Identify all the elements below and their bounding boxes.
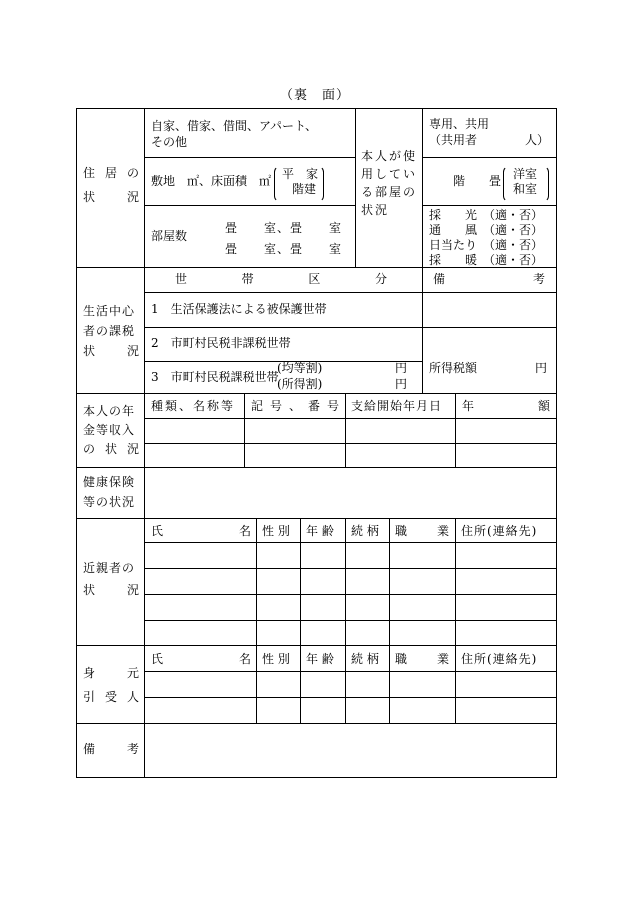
rooms-label: 部屋数 bbox=[151, 229, 188, 243]
area-flat: 平 家 bbox=[282, 167, 319, 181]
page-title: （裏 面） bbox=[279, 88, 350, 103]
divider bbox=[144, 292, 556, 293]
divider bbox=[77, 467, 556, 468]
shared-count: （共用者 人） bbox=[429, 133, 550, 147]
guarantor-age-header: 年 齢 bbox=[306, 652, 334, 666]
guarantor-job-header: 職 業 bbox=[395, 652, 449, 666]
divider bbox=[144, 697, 556, 698]
divider bbox=[422, 109, 423, 267]
yen-unit: 円 bbox=[535, 361, 548, 375]
divider bbox=[77, 645, 556, 646]
income-portion: (所得割) bbox=[277, 377, 323, 391]
equal-portion: (均等割) bbox=[277, 361, 323, 375]
housing-type-other: その他 bbox=[151, 135, 188, 149]
divider bbox=[144, 157, 355, 158]
health-insurance-label: 健康保険 等の状況 bbox=[83, 475, 136, 509]
remarks-header: 備 考 bbox=[433, 272, 545, 286]
rooms-line: 畳 室、畳 室 bbox=[225, 221, 343, 235]
guarantor-label: 身 元 引 受 人 bbox=[83, 666, 139, 704]
divider bbox=[77, 393, 556, 394]
pension-amount-header: 年 額 bbox=[462, 399, 550, 413]
pension-number-header: 記 号 、 番 号 bbox=[251, 399, 339, 413]
rooms-line: 畳 室、畳 室 bbox=[225, 242, 343, 256]
divider bbox=[144, 418, 556, 419]
relative-sex-header: 性 別 bbox=[262, 524, 290, 538]
divider bbox=[345, 393, 346, 467]
household-category-header: 世 帯 区 分 bbox=[175, 272, 387, 286]
divider bbox=[77, 723, 556, 724]
divider bbox=[144, 671, 556, 672]
divider bbox=[422, 205, 556, 206]
remarks-label: 備 考 bbox=[83, 742, 139, 756]
housing-type-text: 自家、借家、借間、アパート、 bbox=[151, 119, 317, 133]
divider bbox=[455, 393, 456, 467]
relatives-label: 近親者の 状 況 bbox=[83, 561, 139, 597]
floor-tatami: 階 畳 bbox=[453, 174, 502, 188]
guarantor-name-header: 氏 名 bbox=[151, 652, 251, 666]
divider bbox=[300, 518, 301, 645]
condition-item: 通 風 （適・否） bbox=[429, 223, 544, 237]
relative-job-header: 職 業 bbox=[395, 524, 449, 538]
divider bbox=[345, 518, 346, 645]
relative-address-header: 住所(連絡先) bbox=[461, 524, 538, 538]
welfare-household: 1 生活保護法による被保護世帯 bbox=[151, 302, 327, 316]
condition-item: 採 光 （適・否） bbox=[429, 208, 544, 222]
divider bbox=[389, 518, 390, 645]
divider bbox=[422, 267, 423, 393]
divider bbox=[144, 443, 556, 444]
tax-label: 生活中心 者の課税 状 況 bbox=[83, 304, 139, 358]
yen-unit: 円 bbox=[395, 361, 408, 375]
shared-use: 専用、共用 bbox=[429, 117, 490, 131]
income-tax-label: 所得税額 bbox=[429, 361, 478, 375]
divider bbox=[455, 645, 456, 723]
divider bbox=[355, 109, 356, 267]
divider bbox=[244, 393, 245, 467]
divider bbox=[144, 542, 556, 543]
divider bbox=[345, 645, 346, 723]
guarantor-sex-header: 性 別 bbox=[262, 652, 290, 666]
guarantor-relation-header: 続 柄 bbox=[351, 652, 379, 666]
nontaxable-household: 2 市町村民税非課税世帯 bbox=[151, 336, 291, 350]
condition-item: 日当たり （適・否） bbox=[429, 238, 544, 252]
divider bbox=[256, 518, 257, 645]
divider bbox=[422, 157, 556, 158]
area-text: 敷地 ㎡、床面積 ㎡ bbox=[151, 174, 272, 188]
room-use-label: 本人が使 用してい る部屋の 状況 bbox=[361, 149, 418, 217]
divider bbox=[77, 518, 556, 519]
divider bbox=[455, 518, 456, 645]
room-japanese: 和室 bbox=[513, 182, 538, 196]
divider bbox=[144, 594, 556, 595]
room-western: 洋室 bbox=[513, 167, 538, 181]
pension-start-header: 支給開始年月日 bbox=[351, 399, 443, 413]
pension-label: 本人の年 金等収入 の 状 況 bbox=[83, 404, 139, 456]
divider bbox=[389, 645, 390, 723]
guarantor-address-header: 住所(連絡先) bbox=[461, 652, 538, 666]
divider bbox=[144, 568, 556, 569]
condition-item: 採 暖 （適・否） bbox=[429, 253, 544, 267]
divider bbox=[144, 327, 556, 328]
divider bbox=[256, 645, 257, 723]
divider bbox=[144, 620, 556, 621]
yen-unit: 円 bbox=[395, 377, 408, 391]
divider bbox=[144, 205, 355, 206]
area-floors: 階建 bbox=[292, 182, 317, 196]
form-table bbox=[76, 108, 557, 778]
relative-name-header: 氏 名 bbox=[151, 524, 251, 538]
relative-relation-header: 続 柄 bbox=[351, 524, 379, 538]
divider bbox=[300, 645, 301, 723]
relative-age-header: 年 齢 bbox=[306, 524, 334, 538]
pension-type-header: 種類、名称等 bbox=[151, 399, 236, 413]
housing-label: 住 居 の 状 況 bbox=[83, 166, 139, 204]
taxable-household: 3 市町村民税課税世帯 bbox=[151, 370, 279, 384]
